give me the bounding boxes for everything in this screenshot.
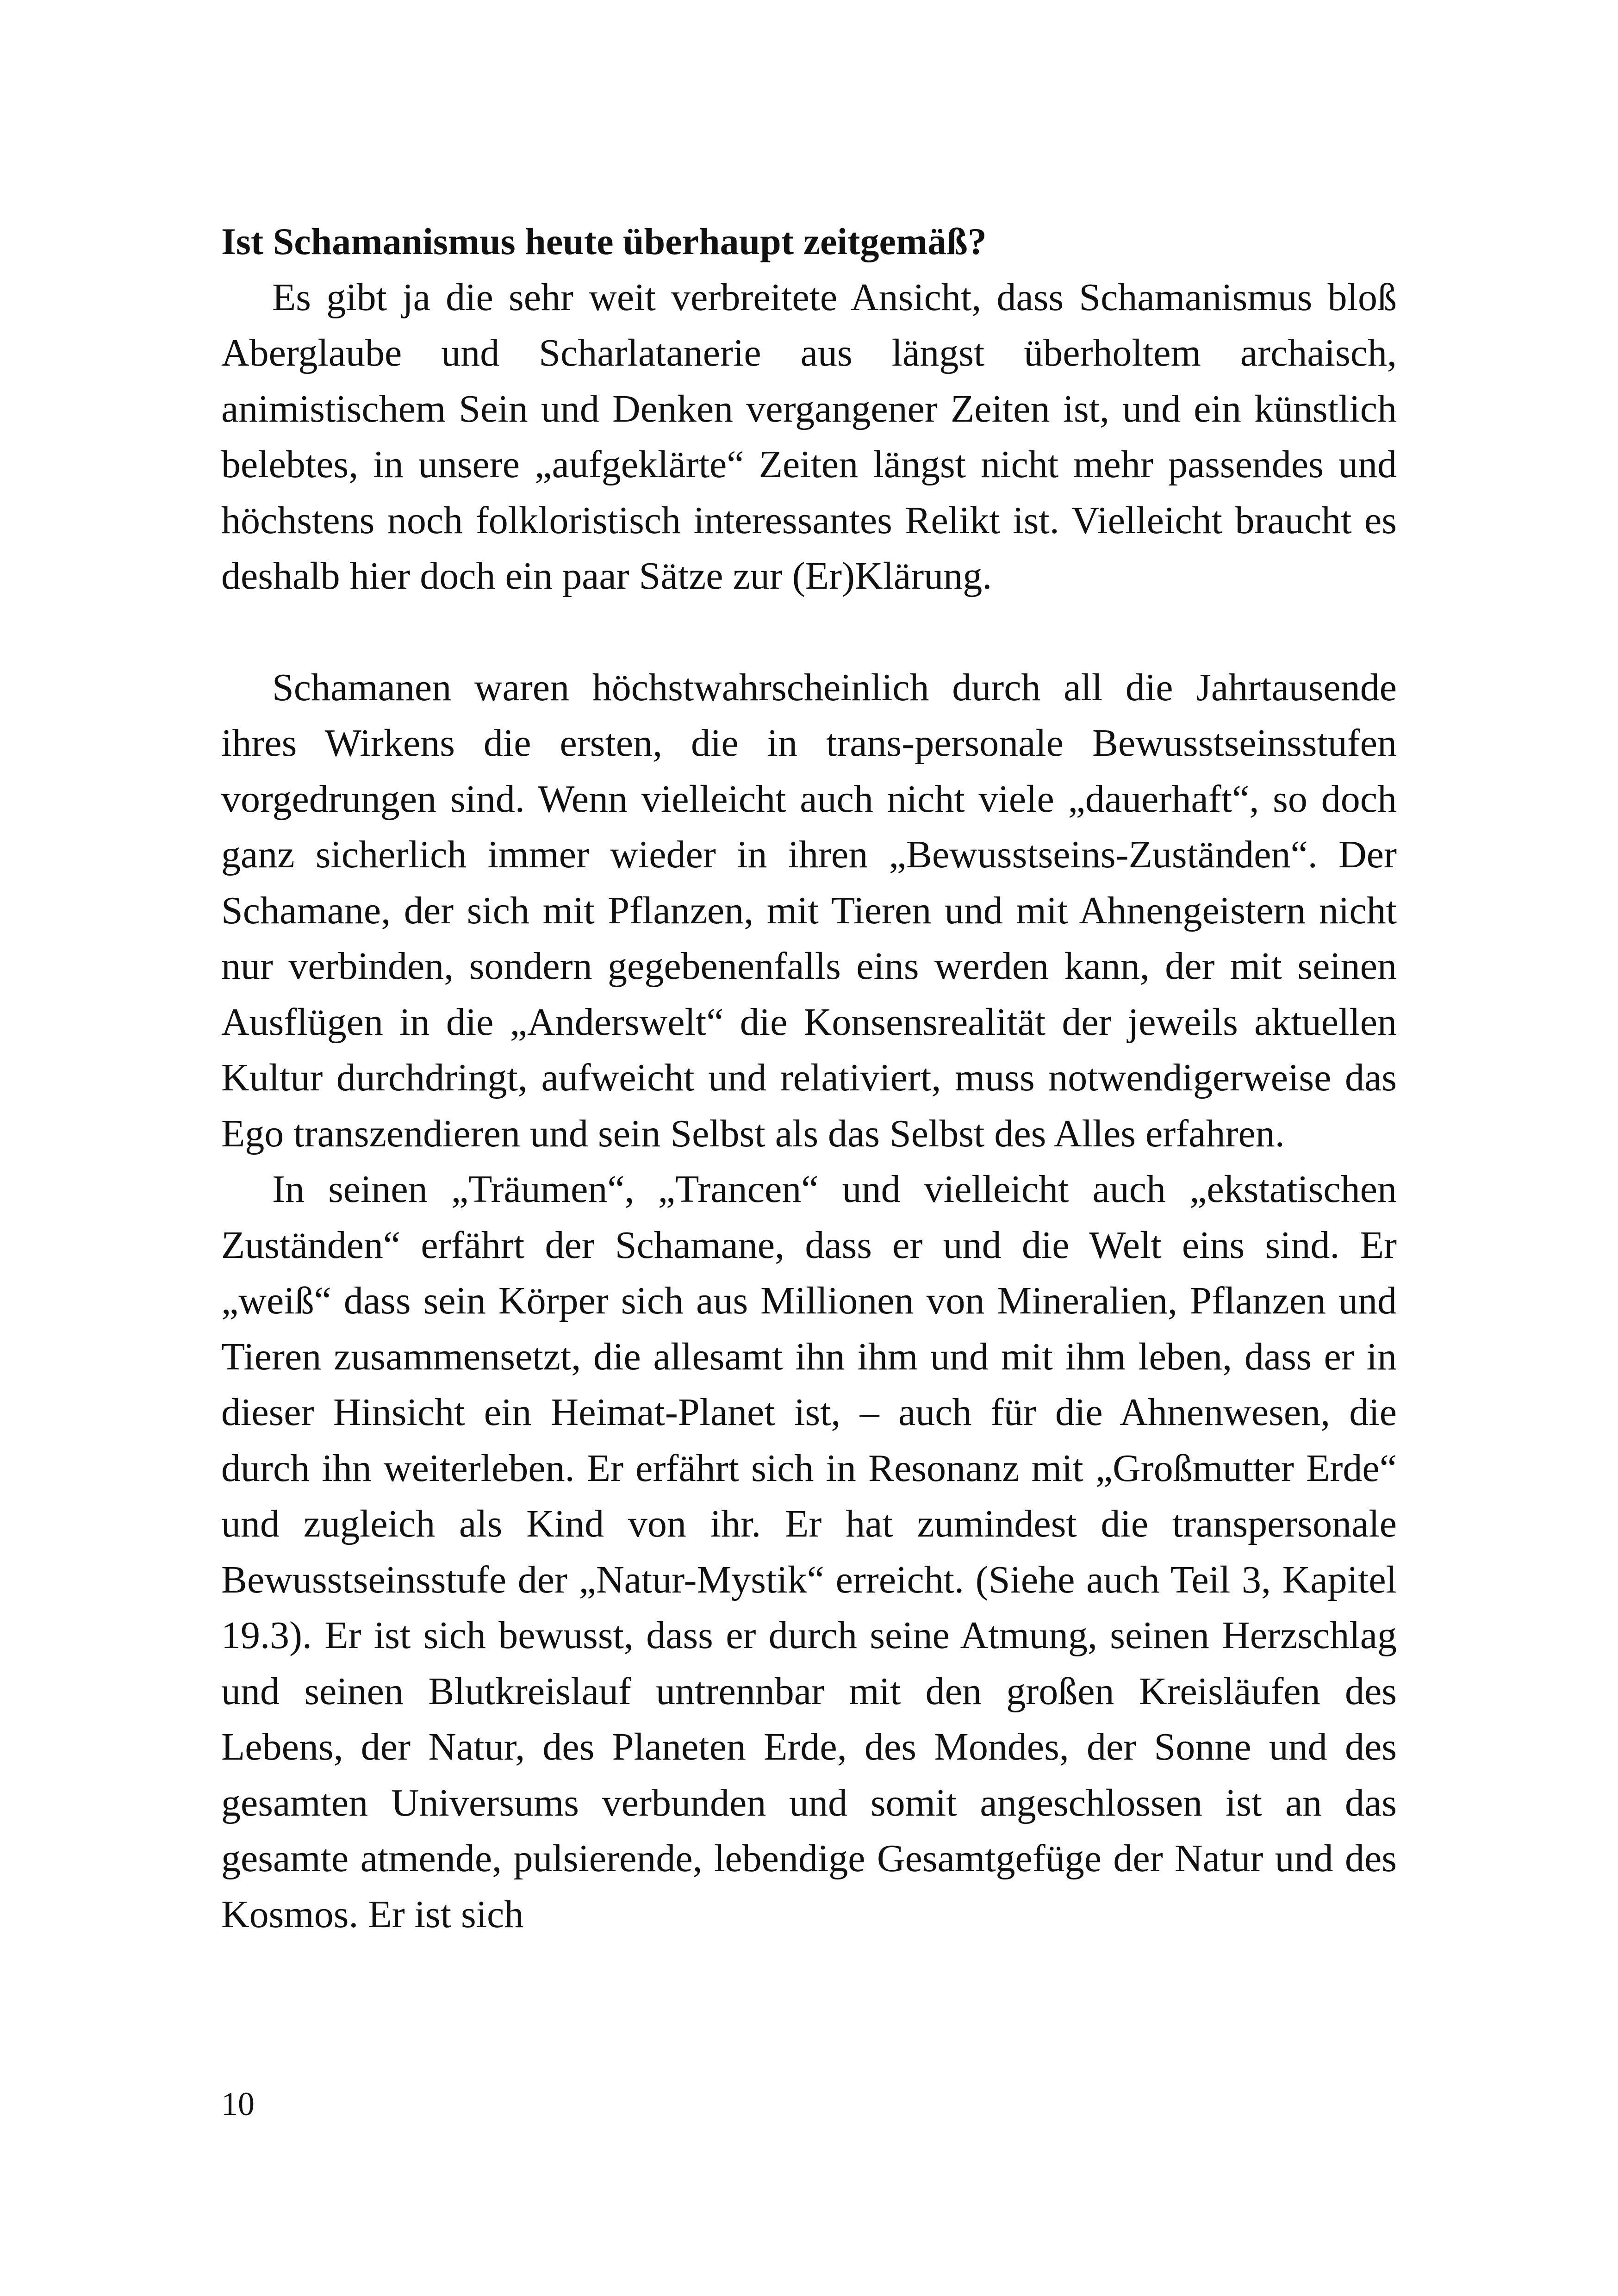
section-heading: Ist Schamanismus heute überhaupt zeitgemäß? <box>221 220 987 262</box>
paragraph-3: In seinen „Träumen“, „Trancen“ und vielleicht auch „ekstatischen Zuständen“ erfährt der Schamane, dass er und die Welt eins sind. Er „weiß“ dass sein Körper sich aus Millionen von Mineralien, Pflanzen und Tieren zusammensetzt, die allesamt ihn ihm und mit ihm leben, dass er in dieser Hinsicht ein Heimat-Planet ist, – auch für die Ahnenwesen, die durch ihn weiterleben. Er erfährt sich in Resonanz mit „Großmutter Erde“ und zugleich als Kind von ihr. Er hat zumindest die transpersonale Bewusstseinsstufe der „Natur-Mystik“ erreicht. (Siehe auch Teil 3, Kapitel 19.3). Er ist sich bewusst, dass er durch seine Atmung, seinen Herzschlag und seinen Blutkreislauf untrennbar mit den großen Kreisläufen des Lebens, der Natur, des Planeten Erde, des Mondes, der Sonne und des gesamten Universums verbunden und somit angeschlossen ist an das gesamte atmende, pulsierende, lebendige Gesamtgefüge der Natur und des Kosmos. Er ist sich <box>221 1168 1397 1936</box>
paragraph-2: Schamanen waren höchstwahrscheinlich durch all die Jahrtausende ihres Wirkens die ersten, die in trans-personale Bewusstseinsstufen vorgedrungen sind. Wenn vielleicht auch nicht viele „dauerhaft“, so doch ganz sicherlich immer wieder in ihren „Bewusstseins-Zuständen“. Der Schamane, der sich mit Pflanzen, mit Tieren und mit Ahnengeistern nicht nur verbinden, sondern gegebenenfalls eins werden kann, der mit seinen Ausflügen in die „Anderswelt“ die Konsensrealität der jeweils aktuellen Kultur durchdringt, aufweicht und relativiert, muss notwendigerweise das Ego transzendieren und sein Selbst als das Selbst des Alles erfahren. <box>221 666 1397 1155</box>
text-block <box>221 214 1397 1942</box>
page-number: 10 <box>221 2085 255 2122</box>
paragraph-1: Es gibt ja die sehr weit verbreitete Ansicht, dass Schamanismus bloß Aberglaube und Scharlatanerie aus längst überholtem archaisch, animistischem Sein und Denken vergangener Zeiten ist, und ein künstlich belebtes, in unsere „aufgeklärte“ Zeiten längst nicht mehr passendes und höchstens noch folkloristisch interessantes Relikt ist. Vielleicht braucht es deshalb hier doch ein paar Sätze zur (Er)Klärung. <box>221 275 1397 597</box>
